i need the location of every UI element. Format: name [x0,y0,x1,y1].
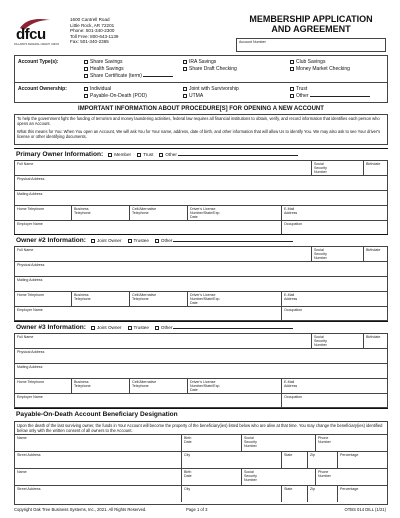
full-name-row[interactable]: Full Name Social Security Number Birthdate [14,333,388,348]
full-name-row[interactable]: Full Name Social Security Number Birthdate [14,160,388,175]
cell-phone-field[interactable]: Cell/Alternative Telephone [129,206,130,220]
logo-subtitle: DILLARD'S FEDERAL CREDIT UNION [14,43,60,46]
account-ownership-label: Account Ownership: [18,86,67,92]
beneficiary-row[interactable]: Name Birth Date Social Security Number Phone Number [15,434,387,451]
section-rule [14,408,388,409]
mailing-address-field[interactable]: Mailing Address [14,276,388,291]
business-phone-field[interactable]: Business Telephone [71,292,72,306]
checkbox[interactable] [183,94,187,98]
pod-heading: Payable-On-Death Account Beneficiary Designation [16,411,178,418]
employer-row[interactable]: Employer Name Occupation [14,393,388,408]
state-field[interactable]: State [281,486,282,502]
option-other[interactable]: Other [290,93,370,99]
notice-paragraph-1: To help the government fight the funding of terrorism and money laundering activities, federal law requires all financial institutions to obtain, verify, and record information that identifies each person who opens an Account. [17,116,380,126]
owner-section-title: Primary Owner Information: Member Trust Other [16,151,298,159]
checkbox[interactable] [155,326,159,330]
percentage-field[interactable]: Percentage [337,452,338,468]
address-line: Phone: 501-340-2300 [70,28,115,34]
owner-section-title: Owner #2 Information: Joint Owner Trustee Other [16,237,293,245]
checkbox[interactable] [128,326,132,330]
full-name-row[interactable]: Full Name Social Security Number Birthdate [14,246,388,261]
owner-section-title: Owner #3 Information: Joint Owner Trustee Other [16,324,293,332]
option-utma[interactable]: UTMA [183,93,203,99]
phone-field[interactable]: Phone Number [315,435,316,451]
option-money-market-checking[interactable]: Money Market Checking [290,66,350,72]
term-blank[interactable] [143,76,173,77]
pod-box [14,421,388,505]
checkbox[interactable] [137,153,141,157]
checkbox[interactable] [183,87,187,91]
occupation-field[interactable]: Occupation [281,307,282,320]
checkbox[interactable] [290,67,294,71]
address-line: Little Rock, AR 72201 [70,22,115,28]
checkbox[interactable] [290,87,294,91]
beneficiary-address-row[interactable]: Street Address City State Zip Percentage [15,451,387,468]
drivers-license-field[interactable]: Driver's License Number/State/Exp. Date [187,292,188,306]
section-rule [14,321,388,322]
section-rule [14,148,388,149]
physical-address-field[interactable]: Physical Address [14,261,388,276]
account-types-label: Account Type(s): [18,59,59,65]
option-individual[interactable]: Individual [84,86,111,92]
ssn-field[interactable]: Social Security Number [311,161,312,175]
beneficiary-address-row[interactable]: Street Address City State Zip Percentage [15,485,387,502]
checkbox[interactable] [155,239,159,243]
checkbox[interactable] [84,74,88,78]
checkbox[interactable] [84,67,88,71]
address-line: Toll Free: 800-643-1139 [70,33,119,39]
phone-row[interactable]: Home Telephone Business Telephone Cell/Alternative Telephone Driver's License Number/State/Exp. Date E-Mail Address [14,205,388,220]
option-share-savings[interactable]: Share Savings [84,59,123,65]
checkbox[interactable] [183,60,187,64]
zip-field[interactable]: Zip [307,486,308,502]
footer-code: OTBS 014 DILL (1/21) [344,507,386,512]
title-line-1: MEMBERSHIP APPLICATION [249,14,373,24]
city-field[interactable]: City [181,486,182,502]
other-blank[interactable] [173,328,293,329]
business-phone-field[interactable]: Business Telephone [71,379,72,393]
checkbox[interactable] [84,60,88,64]
phone-field[interactable]: Phone Number [315,469,316,485]
checkbox[interactable] [108,153,112,157]
account-number-label: Account Number [239,40,266,44]
checkbox[interactable] [128,239,132,243]
email-field[interactable]: E-Mail Address [281,379,282,393]
option-share-certificate[interactable]: Share Certificate (term) [84,73,173,79]
mailing-address-field[interactable]: Mailing Address [14,363,388,378]
physical-address-field[interactable]: Physical Address [14,175,388,190]
org-address [70,17,118,45]
physical-address-field[interactable]: Physical Address [14,348,388,363]
percentage-field[interactable]: Percentage [337,486,338,502]
footer-page: Page 1 of 3 [186,507,208,512]
ssn-field[interactable]: Social Security Number [311,334,312,348]
occupation-field[interactable]: Occupation [281,394,282,407]
logo-text: dfcu [16,26,46,43]
checkbox[interactable] [84,87,88,91]
notice-box [14,114,388,145]
ssn-field[interactable]: Social Security Number [311,247,312,261]
footer-copyright: Copyright Oak Tree Business Systems, Inc., 2021. All Rights Reserved. [14,507,147,512]
occupation-field[interactable]: Occupation [281,221,282,234]
employer-row[interactable]: Employer Name Occupation [14,306,388,321]
credit-union-logo [14,14,62,48]
birthdate-field[interactable]: Birthdate [363,247,364,261]
beneficiary-row[interactable]: Name Birth Date Social Security Number Phone Number [15,468,387,485]
address-line: 1600 Cantrell Road [70,17,110,22]
birthdate-field[interactable]: Birthdate [363,161,364,175]
title-line-2: AND AGREEMENT [271,24,351,34]
state-field[interactable]: State [281,452,282,468]
other-blank[interactable] [310,96,370,97]
option-health-savings[interactable]: Health Savings [84,66,124,72]
checkbox[interactable] [91,326,95,330]
other-blank[interactable] [178,155,298,156]
city-field[interactable]: City [181,452,182,468]
birth-date-field[interactable]: Birth Date [181,469,182,485]
phone-row[interactable]: Home Telephone Business Telephone Cell/Alternative Telephone Driver's License Number/State/Exp. Date E-Mail Address [14,291,388,306]
notice-heading: IMPORTANT INFORMATION ABOUT PROCEDURE[S] FOR OPENING A NEW ACCOUNT [78,106,324,112]
pod-text: Upon the death of the last surviving owner, the funds in Your Account will become the property of the beneficiary(ies) listed below who are alive at that time. You may change the beneficiary(ies) identified below only with the written consent of all owners to the Account. [17,423,383,433]
option-joint-survivorship[interactable]: Joint with Survivorship [183,86,239,92]
checkbox[interactable] [183,67,187,71]
zip-field[interactable]: Zip [307,452,308,468]
checkbox[interactable] [159,153,163,157]
cell-phone-field[interactable]: Cell/Alternative Telephone [129,292,130,306]
phone-row[interactable]: Home Telephone Business Telephone Cell/Alternative Telephone Driver's License Number/State/Exp. Date E-Mail Address [14,378,388,393]
notice-paragraph-2: What this means for You: When You open an Account, We will ask You for Your name, address, date of birth, and other information that will allow Us to identify You. We may also ask to see Your driver's license or other identifying documents. [17,128,381,139]
address-line: Fax: 501-340-2365 [70,39,109,45]
option-payable-on-death[interactable]: Payable-On-Death (POD) [84,93,147,99]
checkbox[interactable] [91,239,95,243]
account-number-field[interactable] [236,38,386,52]
option-share-draft-checking[interactable]: Share Draft Checking [183,66,237,72]
divider [15,82,387,83]
employer-row[interactable]: Employer Name Occupation [14,220,388,235]
checkbox[interactable] [84,94,88,98]
option-trust[interactable]: Trust [290,86,307,92]
business-phone-field[interactable]: Business Telephone [71,206,72,220]
section-rule [14,234,388,235]
option-ira-savings[interactable]: IRA Savings [183,59,216,65]
ssn-field[interactable]: Social Security Number [241,469,242,485]
mailing-address-field[interactable]: Mailing Address [14,190,388,205]
checkbox[interactable] [290,94,294,98]
other-blank[interactable] [173,241,293,242]
ssn-field[interactable]: Social Security Number [241,435,242,451]
drivers-license-field[interactable]: Driver's License Number/State/Exp. Date [187,379,188,393]
birth-date-field[interactable]: Birth Date [181,435,182,451]
page-title [236,14,386,34]
email-field[interactable]: E-Mail Address [281,292,282,306]
drivers-license-field[interactable]: Driver's License Number/State/Exp. Date [187,206,188,220]
checkbox[interactable] [290,60,294,64]
email-field[interactable]: E-Mail Address [281,206,282,220]
option-club-savings[interactable]: Club Savings [290,59,325,65]
cell-phone-field[interactable]: Cell/Alternative Telephone [129,379,130,393]
account-options-box [14,55,388,103]
birthdate-field[interactable]: Birthdate [363,334,364,348]
